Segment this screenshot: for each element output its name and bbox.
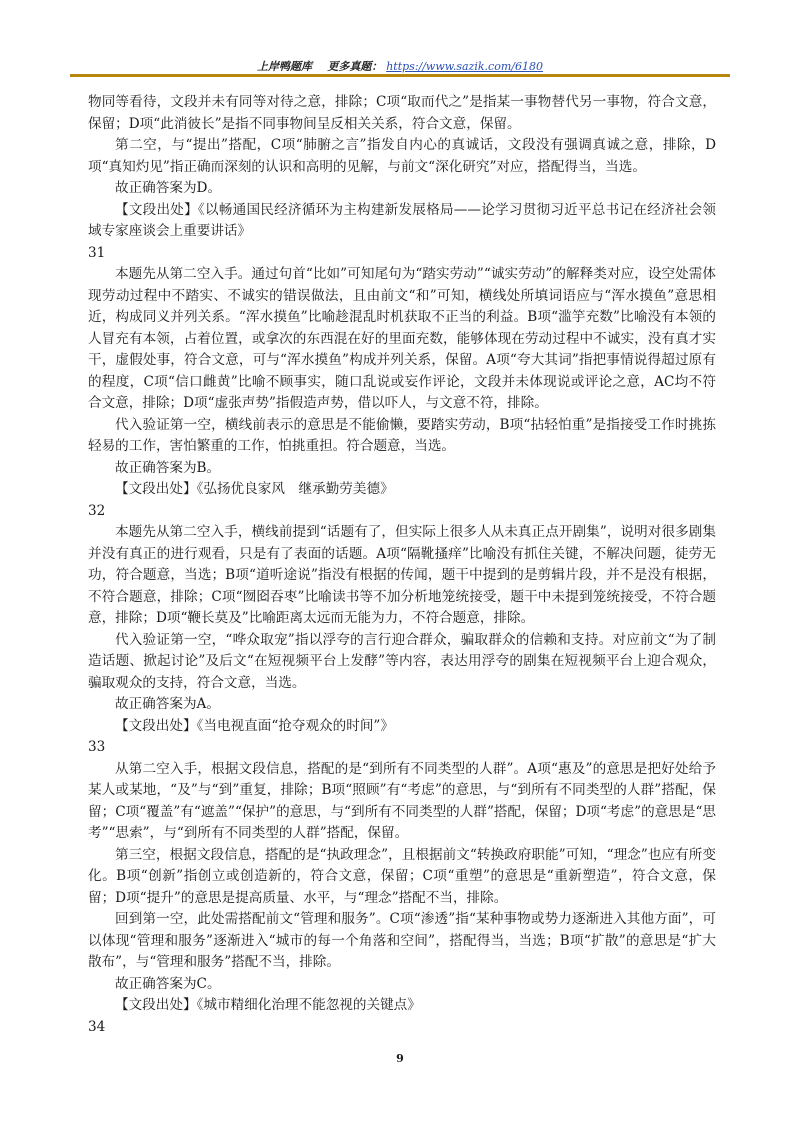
paragraph: 代入验证第一空，横线前表示的意思是不能偷懒，要踏实劳动，B项“拈轻怕重”是指接受工作时挑拣轻易的工作，害怕繁重的工作，怕挑重担。符合题意，当选。 — [88, 416, 716, 454]
paragraph: 故正确答案为B。 — [115, 459, 221, 476]
paragraph: 代入验证第一空，“哗众取宠”指以浮夸的言行迎合群众，骗取群众的信赖和支持。对应前文“为了制造话题、掀起讨论”及后文“在短视频平台上发酵”等内容，表达用浮夸的剧集在短视频平台上迎合观众，骗取观众的支持，符合文意，当选。 — [88, 631, 716, 691]
paragraph: 本题先从第二空入手，横线前提到“话题有了，但实际上很多人从未真正点开剧集”，说明对很多剧集并没有真正的进行观看，只是有了表面的话题。A项“隔靴搔痒”比喻没有抓住关键，不解决问题，徒劳无功，符合题意，当选；B项“道听途说”指没有根据的传闻，题干中提到的是剪辑片段，并不是没有根据，不符合题意，排除；C项“囫囵吞枣”比喻读书等不加分析地笼统接受，题干中未提到笼统接受，不符合题意，排除；D项“鞭长莫及”比喻距离太远而无能为力，不符合题意，排除。 — [88, 524, 716, 626]
document-body — [88, 92, 716, 1038]
paragraph: 【文段出处】《弘扬优良家风 继承勤劳美德》 — [115, 481, 394, 497]
paragraph: 【文段出处】《以畅通国民经济循环为主构建新发展格局——论学习贯彻习近平总书记在经济社会领域专家座谈会上重要讲话》 — [88, 201, 716, 239]
paragraph: 第三空，根据文段信息，搭配的是“执政理念”，且根据前文“转换政府职能”可知，“理念”也应有所变化。B项“创新”指创立或创造新的，符合文意，保留；C项“重塑”的意思是“重新塑造”，符合文意，保留；D项“提升”的意思是提高质量、水平，与“理念”搭配不当，排除。 — [88, 846, 716, 906]
question-number: 31 — [88, 244, 106, 261]
paragraph: 故正确答案为D。 — [115, 180, 222, 196]
paragraph: 【文段出处】《当电视直面“抢夺观众的时间”》 — [115, 717, 394, 734]
header-site-name: 上岸鸭题库 — [257, 60, 313, 73]
question-number: 32 — [88, 502, 106, 519]
paragraph: 回到第一空，此处需搭配前文“管理和服务”。C项“渗透”指“某种事物或势力逐渐进入其他方面”，可以体现“管理和服务”逐渐进入“城市的每一个角落和空间”，搭配得当，当选；B项“扩散”的意思是“扩大散布”，与“管理和服务”搭配不当，排除。 — [88, 911, 716, 970]
page-header — [70, 58, 730, 74]
paragraph: 故正确答案为C。 — [115, 975, 221, 992]
paragraph: 第二空，与“提出”搭配，C项“肺腑之言”指发自内心的真诚话，文段没有强调真诚之意，排除，D项“真知灼见”指正确而深刻的认识和高明的见解，与前文“深化研究”对应，搭配得当，当选。 — [88, 137, 716, 175]
paragraph: 故正确答案为A。 — [115, 696, 220, 712]
header-more-label: 更多真题： — [327, 60, 383, 73]
paragraph: 物同等看待，文段并未有同等对待之意，排除；C项“取而代之”是指某一事物替代另一事物，符合文意，保留；D项“此消彼长”是指不同事物间呈反相关关系，符合文意，保留。 — [88, 94, 716, 132]
header-url-link[interactable]: https://www.sazik.com/6180 — [386, 60, 543, 73]
question-number: 34 — [88, 1018, 106, 1035]
paragraph: 从第二空入手，根据文段信息，搭配的是“到所有不同类型的人群”。A项“惠及”的意思是把好处给予某人或某地，“及”与“到”重复，排除；B项“照顾”有“考虑”的意思，与“到所有不同类型的人群”搭配，保留；C项“覆盖”有“遮盖”“保护”的意思，与“到所有不同类型的人群”搭配，保留；D项“考虑”的意思是“思考”“思索”，与“到所有不同类型的人群”搭配，保留。 — [88, 760, 716, 841]
paragraph: 本题先从第二空入手。通过句首“比如”可知尾句为“踏实劳动”“诚实劳动”的解释类对应，设空处需体现劳动过程中不踏实、不诚实的错误做法，且由前文“和”可知，横线处所填词语应与“浑水摸鱼”意思相近，构成同义并列关系。“浑水摸鱼”比喻趁混乱时机获取不正当的利益。B项“滥竽充数”比喻没有本领的人冒充有本领，占着位置，或拿次的东西混在好的里面充数，能够体现在劳动过程中不诚实，没有真才实干，虚假处事，符合文意，可与“浑水摸鱼”构成并列关系，保留。A项“夸大其词”指把事情说得超过原有的程度，C项“信口雌黄”比喻不顾事实，随口乱说或妄作评论，文段并未体现说或评论之意，AC均不符合文意，排除；D项“虚张声势”指假造声势，借以吓人，与文意不符，排除。 — [88, 266, 716, 411]
question-number: 33 — [88, 739, 106, 755]
page-number: 9 — [396, 1052, 404, 1065]
paragraph: 【文段出处】《城市精细化治理不能忽视的关键点》 — [115, 997, 421, 1013]
header-divider — [70, 74, 730, 77]
